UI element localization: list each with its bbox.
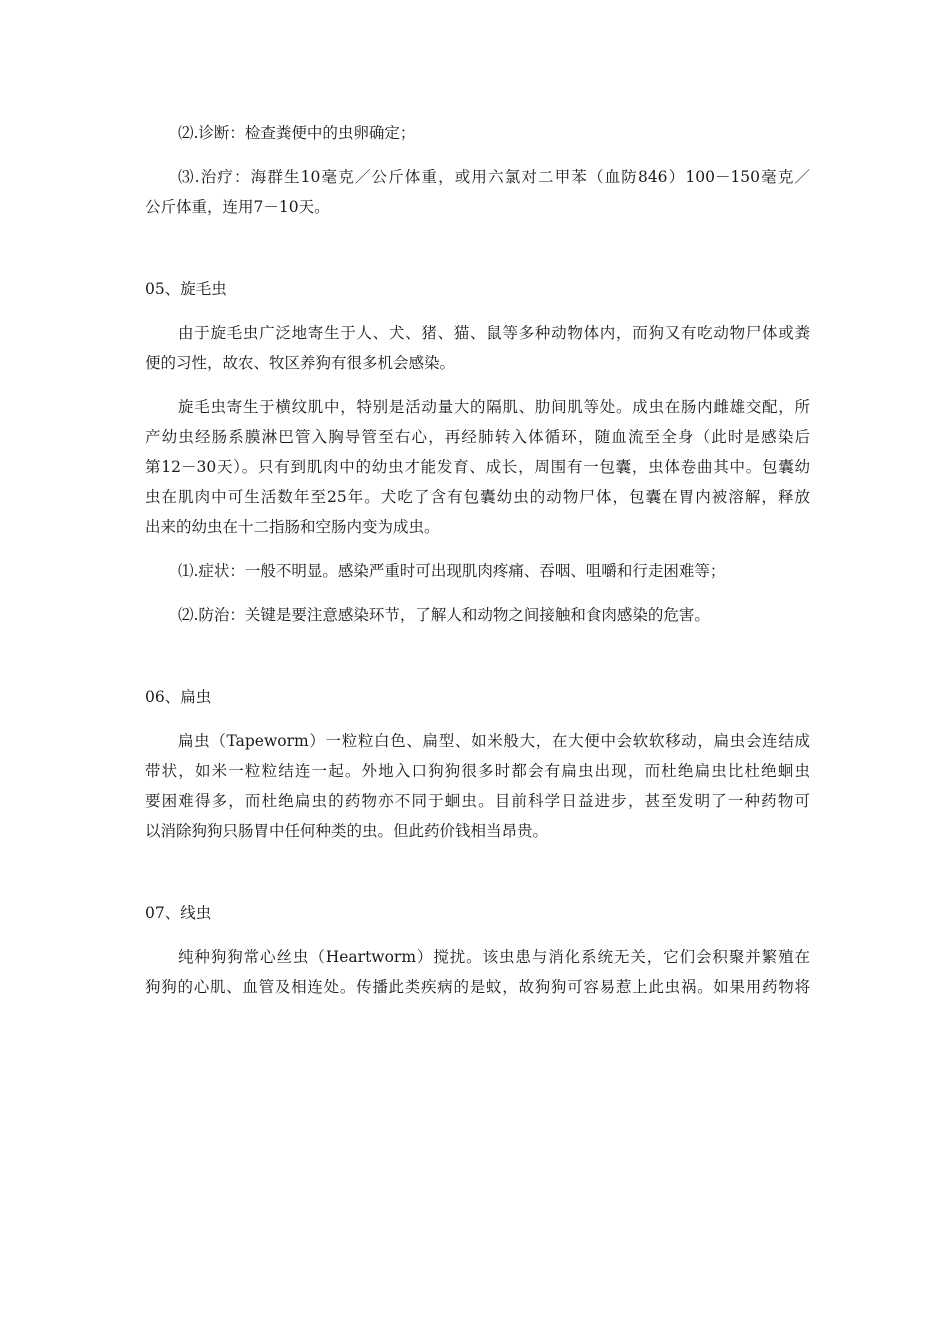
paragraph-line: 以消除狗狗只肠胃中任何种类的虫。但此药价钱相当昂贵。: [145, 822, 549, 840]
diagnosis-item: ⑵.诊断：检查粪便中的虫卵确定；: [178, 124, 416, 142]
treatment-item: [145, 162, 810, 222]
treatment-line: ⑶.治疗：海群生10毫克／公斤体重，或用六氯对二甲苯（血防846）100－150毫克／: [178, 168, 810, 186]
document-body: [145, 118, 810, 1002]
paragraph-line: 便的习性，故农、牧区养狗有很多机会感染。: [145, 354, 456, 372]
paragraph-line: 狗狗的心肌、血管及相连处。传播此类疾病的是蚊，故狗狗可容易惹上此虫祸。如果用药物将: [145, 978, 810, 996]
paragraph-line: 带状，如米一粒粒结连一起。外地入口狗狗很多时都会有扁虫出现，而杜绝扁虫比杜绝蛔虫: [145, 762, 810, 780]
paragraph-line: 虫在肌肉中可生活数年至25年。犬吃了含有包囊幼虫的动物尸体，包囊在胃内被溶解，释放: [145, 488, 810, 506]
paragraph-05a: [145, 318, 810, 378]
prevention-item: ⑵.防治：关键是要注意感染环节，了解人和动物之间接触和食肉感染的危害。: [178, 606, 710, 624]
paragraph-06: [145, 726, 810, 846]
paragraph-line: 要困难得多，而杜绝扁虫的药物亦不同于蛔虫。目前科学日益进步，甚至发明了一种药物可: [145, 792, 810, 810]
paragraph-line: 由于旋毛虫广泛地寄生于人、犬、猪、猫、鼠等多种动物体内，而狗又有吃动物尸体或粪: [178, 324, 810, 342]
paragraph-line: 旋毛虫寄生于横纹肌中，特别是活动量大的隔肌、肋间肌等处。成虫在肠内雌雄交配，所: [178, 398, 810, 416]
paragraph-line: 扁虫（Tapeworm）一粒粒白色、扁型、如米般大，在大便中会软软移动，扁虫会连结成: [178, 732, 810, 750]
paragraph-line: 纯种狗狗常心丝虫（Heartworm）搅扰。该虫患与消化系统无关，它们会积聚并繁殖在: [178, 948, 810, 966]
symptom-item: ⑴.症状：一般不明显。感染严重时可出现肌肉疼痛、吞咽、咀嚼和行走困难等；: [178, 562, 726, 580]
paragraph-line: 第12－30天）。只有到肌肉中的幼虫才能发育、成长，周围有一包囊，虫体卷曲其中。包囊幼: [145, 458, 810, 476]
section-heading-05: 05、旋毛虫: [145, 280, 227, 298]
paragraph-line: 产幼虫经肠系膜淋巴管入胸导管至右心，再经肺转入体循环，随血流至全身（此时是感染后: [145, 428, 810, 446]
treatment-line: 公斤体重，连用7－10天。: [145, 198, 330, 216]
paragraph-05b: [145, 392, 810, 542]
section-heading-06: 06、扁虫: [145, 688, 212, 706]
section-heading-07: 07、线虫: [145, 904, 212, 922]
paragraph-07: [145, 942, 810, 1002]
paragraph-line: 出来的幼虫在十二指肠和空肠内变为成虫。: [145, 518, 440, 536]
